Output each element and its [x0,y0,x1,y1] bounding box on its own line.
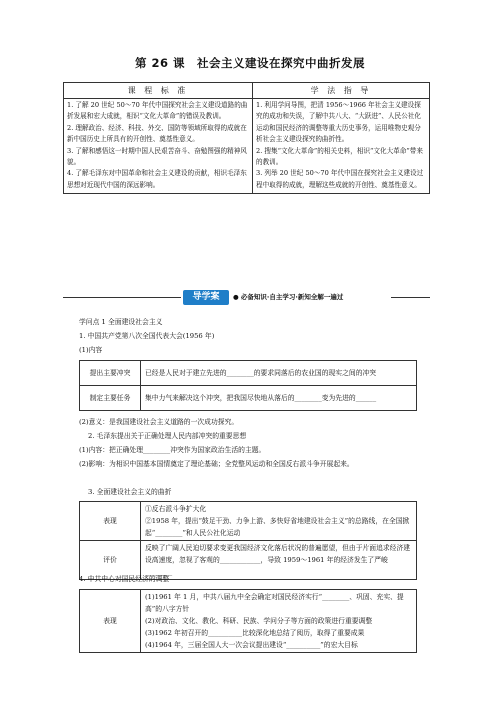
row-text: 集中力气来解决这个冲突，把我国尽快地从落后的________变为先进的______ [141,386,417,411]
standards-cell [64,99,253,194]
standard-item: 2. 理解政治、经济、科技、外交、国防等领域所取得的成就在新中国历史上所具有的开创性、奠基性意义。 [67,123,247,144]
study-guide-header: 学 法 指 导 [253,83,430,99]
banner-tagline: ● 必备知识·自主学习·新知全解一遍过 [233,293,344,301]
guide-badge: 导学案 [183,290,229,305]
kp1-heading: 学问点 1 全面建设社会主义 [79,318,163,326]
curriculum-standards-table [63,82,430,194]
congress-content-table [79,360,417,411]
line: 反映了广阔人民迫切要求变更我国经济文化落后状况的普遍愿望，但由于片面追求经济建设高速度，忽视了客观的____________，导致 1959～1961 年的经济发生了严峻________ [145,544,411,576]
banner-rule-left [63,297,181,298]
row-label: 提出主要冲突 [80,361,141,386]
row-text [141,541,417,580]
kp1-sub1: 1. 中国共产党第八次全国代表大会(1956 年) [79,332,215,340]
lesson-title: 第 26 课 社会主义建设在探究中曲折发展 [134,56,365,70]
line: (3)1962 年初召开的__________比较深化地总结了阅历，取得了重要成果 [145,629,365,637]
kp1-sub2: 2. 毛泽东提出关于正确处理人民内部冲突的重要思想 [88,432,247,440]
line: ①反右派斗争扩大化 [145,505,207,513]
kp1-sub1-item2: (2)意义：是我国建设社会主义道路的一次成功探究。 [79,418,239,426]
guide-item: 3. 列举 20 世纪 50～70 年代中国在探究社会主义建设过程中取得的成就，理解这些成就的开创性、奠基性意义。 [256,169,424,189]
line: (4)1964 年，三届全国人大一次会议提出建设“__________”的宏大目标 [145,641,358,649]
guide-item: 1. 利用学问导图，把清 1956～1966 年社会主义建设探究的成功和失误，了解中共八大、“大跃进”、人民公社化运动和国民经济的调整等重大历史事务，运用唯物史观分析社会主义建设探究的曲折性。 [256,101,421,144]
row-text: 已经是人民对于建立先进的________的要求同落后的农业国的现实之间的冲突 [141,361,417,386]
standard-item: 4. 了解毛泽东对中国革命和社会主义建设的贡献，相识毛泽东思想对近现代中国的深远影响。 [67,169,247,189]
kp1-sub2-item2: (2)影响：为相识中国基本国情奠定了理论基础；全党整风运动和全国反右派斗争开展起来。 [79,460,354,468]
setbacks-table [79,501,417,580]
row-text [141,502,417,541]
kp1-sub1-item1: (1)内容 [79,346,103,354]
row-text [141,590,417,653]
guide-item: 2. 搜集“文化大革命”的相关史料，相识“文化大革命”带来的教训。 [256,146,423,167]
standard-item: 1. 了解 20 世纪 50～70 年代中国探究社会主义建设道路的曲折发展和宏大成就，相识“文化大革命”的错误及教训。 [67,101,248,121]
row-label: 表现 [80,590,141,653]
section-banner [63,290,430,306]
line: (1)1961 年 1 月，中共八届九中全会确定对国民经济实行“________、巩固、充实、提高”的八字方针 [145,593,404,613]
row-label: 表现 [80,502,141,541]
row-label: 制定主要任务 [80,386,141,411]
row-label: 评价 [80,541,141,580]
line: ②1958 年，提出“鼓足干劲、力争上游、多快好省地建设社会主义”的总路线，在全国掀起“________”和人民公社化运动 [145,517,410,537]
banner-rule-right [391,297,430,298]
line: (2)对政治、文化、教化、科研、民族、学问分子等方面的政策进行重要调整 [145,617,373,625]
kp1-sub3: 3. 全面建设社会主义的曲折 [88,488,172,496]
kp1-sub4: 4. 中共中心对国民经济的调整 [79,575,170,583]
kp1-sub2-item1: (1)内容：把正确处理________冲突作为国家政治生活的主题。 [79,446,266,454]
standards-header: 课 程 标 准 [64,83,253,99]
study-guide-cell [253,99,430,194]
standard-item: 3. 了解和感悟这一时期中国人民艰苦奋斗、奋勉图强的精神风貌。 [67,146,247,167]
adjustment-table [79,589,417,653]
